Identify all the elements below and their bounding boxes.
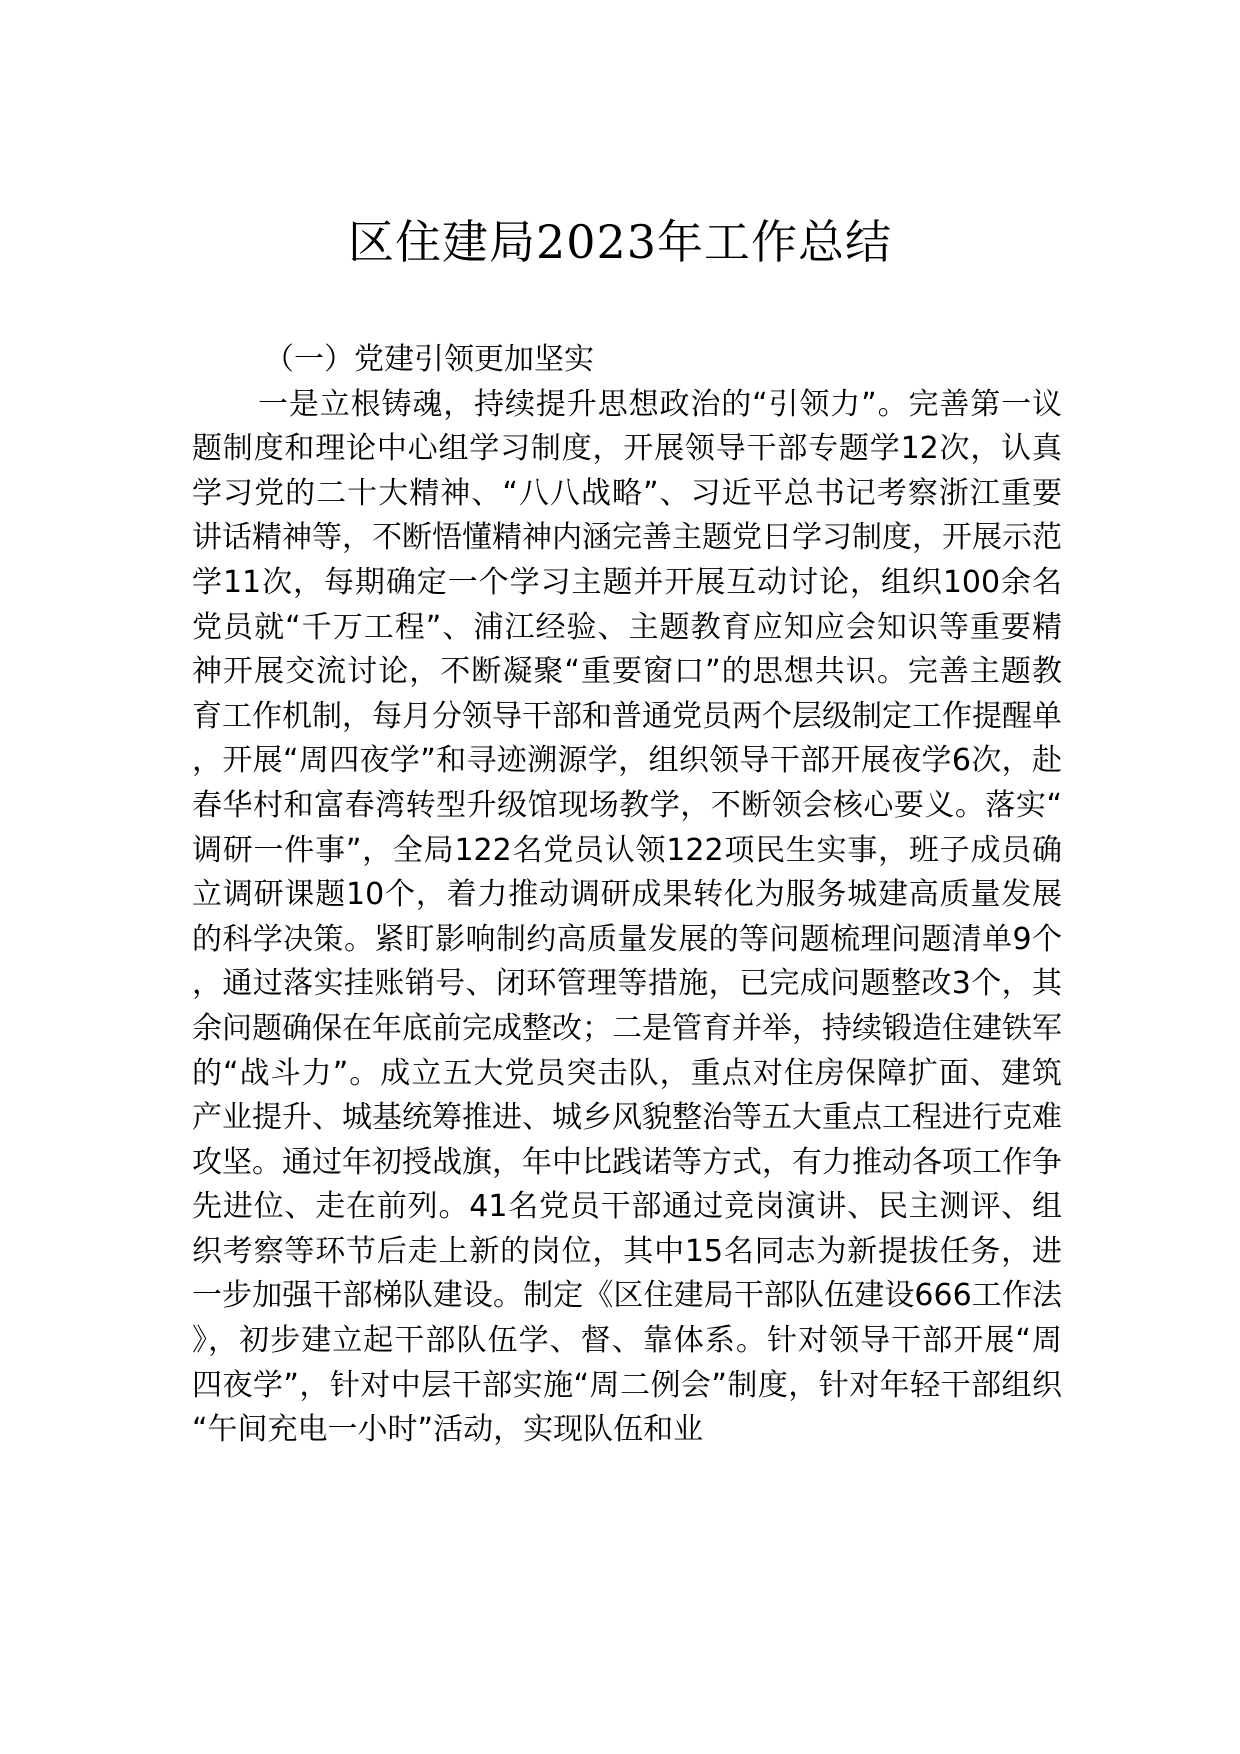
document-body [192, 338, 1062, 1453]
section-heading: （一）党建引领更加坚实 [264, 342, 594, 377]
body-paragraph: 一是立根铸魂，持续提升思想政治的“引领力”。完善第一议题制度和理论中心组学习制度，开展领导干部专题学12次，认真学习党的二十大精神、“八八战略”、习近平总书记考察浙江重要讲话精神等，不断悟懂精神内涵完善主题党日学习制度，开展示范学11次，每期确定一个学习主题并开展互动讨论，组织100余名党员就“千万工程”、浦江经验、主题教育应知应会知识等重要精神开展交流讨论，不断凝聚“重要窗口”的思想共识。完善主题教育工作机制，每月分领导干部和普通党员两个层级制定工作提醒单，开展“周四夜学”和寻迹溯源学，组织领导干部开展夜学6次，赴春华村和富春湾转型升级馆现场教学，不断领会核心要义。落实“调研一件事”，全局122名党员认领122项民生实事，班子成员确立调研课题10个，着力推动调研成果转化为服务城建高质量发展的科学决策。紧盯影响制约高质量发展的等问题梳理问题清单9个，通过落实挂账销号、闭环管理等措施，已完成问题整改3个，其余问题确保在年底前完成整改；二是管育并举，持续锻造住建铁军的“战斗力”。成立五大党员突击队，重点对住房保障扩面、建筑产业提升、城基统筹推进、城乡风貌整治等五大重点工程进行克难攻坚。通过年初授战旗，年中比践诺等方式，有力推动各项工作争先进位、走在前列。41名党员干部通过竞岗演讲、民主测评、组织考察等环节后走上新的岗位，其中15名同志为新提拔任务，进一步加强干部梯队建设。制定《区住建局干部队伍建设666工作法》，初步建立起干部队伍学、督、靠体系。针对领导干部开展“周四夜学”，针对中层干部实施“周二例会”制度，针对年轻干部组织“午间充电一小时”活动，实现队伍和业 [192, 386, 1062, 1448]
document-title: 区住建局2023年工作总结 [347, 215, 893, 269]
